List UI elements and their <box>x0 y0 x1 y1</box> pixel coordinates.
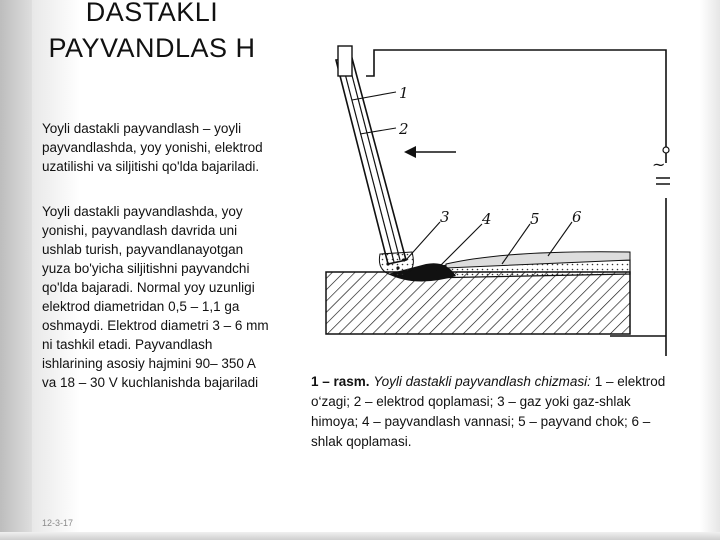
welding-diagram <box>306 38 670 356</box>
caption-title: Yoyli dastakli payvandlash chizmasi: <box>373 374 591 389</box>
left-shade <box>0 0 32 540</box>
intro-paragraph: Yoyli dastakli payvandlash – yoyli payvandlashda, yoy yonishi, elektrod uzatilishi va siljitishi qo'lda bajariladi. <box>42 121 263 174</box>
label-4: 4 <box>482 210 492 228</box>
circuit-wire <box>366 50 666 163</box>
ac-symbol: ~ <box>652 155 666 174</box>
figure-caption <box>311 372 681 452</box>
label-2: 2 <box>399 120 409 138</box>
base-metal <box>326 272 630 334</box>
caption-number: 1 – rasm. <box>311 374 370 389</box>
caption-body: 1 – elektrod o‘zagi; 2 – elektrod qoplamasi; 3 – gaz yoki gaz-shlak himoya; 4 – payvandlash vannasi; 5 – payvand chok; 6 – shlak qoplamasi. <box>311 374 666 449</box>
welding-diagram-svg <box>306 38 670 356</box>
slide-title: DASTAKLI PAYVANDLAS H <box>48 0 256 63</box>
label-3: 3 <box>440 208 450 226</box>
label-1: 1 <box>399 84 409 102</box>
slide-date: 12-3-17 <box>42 518 74 528</box>
bottom-rule <box>0 532 720 540</box>
direction-arrow-icon <box>404 146 456 158</box>
electrode <box>336 46 406 264</box>
label-5: 5 <box>530 210 540 228</box>
power-source-icon <box>652 147 670 184</box>
detail-paragraph: Yoyli dastakli payvandlashda, yoy yonishi, payvandlash davrida uni ushlab turish, payvandlanayotgan yuza bo'yicha siljitishni payvandchi qo'lda bajaradi. Normal yoy uzunligi elektrod diametridan 0,5 – 1,1 ga oshmaydi. Elektrod diametri 3 – 6 mm ni tashkil etadi. Payvandlash ishlarining asosiy hajmini 90– 350 A va 18 – 30 V kuchlanishda bajariladi <box>42 204 269 390</box>
label-6: 6 <box>572 208 582 226</box>
